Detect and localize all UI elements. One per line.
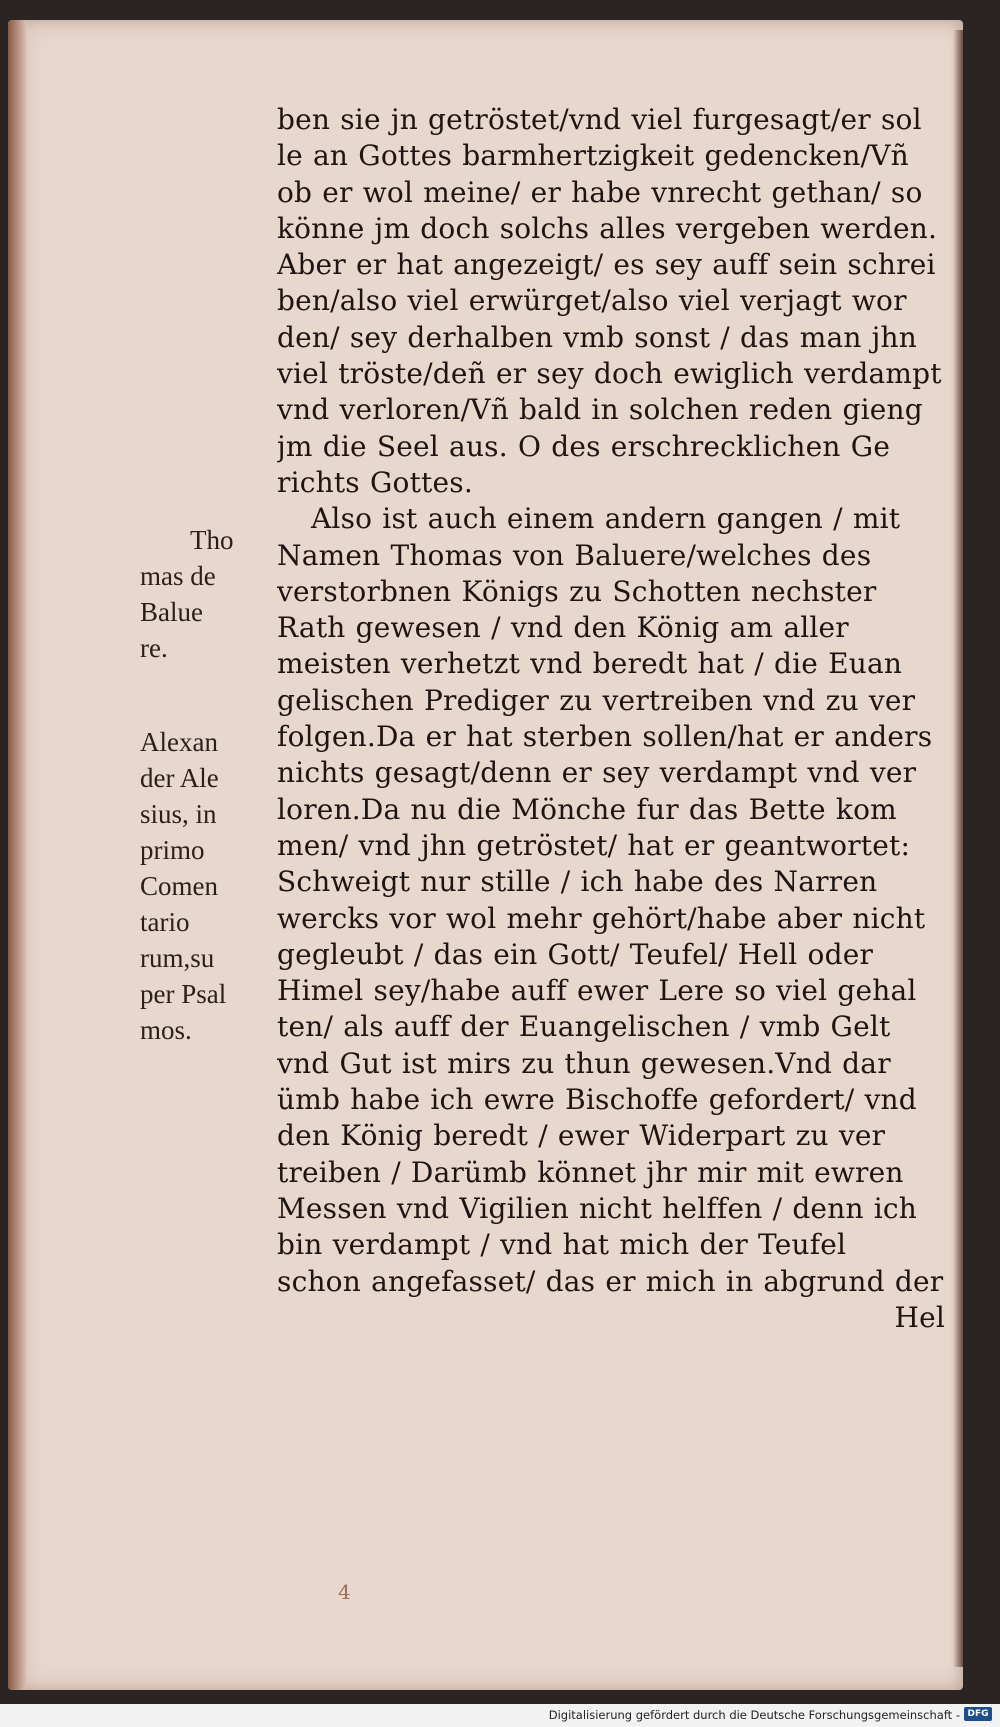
text-line: bin verdampt / vnd hat mich der Teufel: [277, 1228, 847, 1262]
text-line: richts Gottes.: [277, 465, 473, 499]
body-text: [277, 102, 977, 1336]
text-line: jm die Seel aus. O des erschrecklichen Ge: [277, 429, 891, 463]
text-line: könne jm doch solchs alles vergeben werden.: [277, 211, 938, 245]
text-line: treiben / Darümb könnet jhr mir mit ewren: [277, 1155, 904, 1189]
marginalia: [140, 522, 280, 1056]
margin-note-line: sius, in: [140, 799, 217, 829]
margin-note-thomas: [140, 522, 280, 666]
text-line: ob er wol meine/ er habe vnrecht gethan/ so: [277, 175, 923, 209]
margin-note-line: Alexan: [140, 727, 218, 757]
text-line: le an Gottes barmhertzigkeit gedencken/Vñ: [277, 139, 909, 173]
text-line: ümb habe ich ewre Bischoffe gefordert/ vnd: [277, 1083, 917, 1117]
margin-note-line: per Psal: [140, 979, 227, 1009]
margin-note-line: tario: [140, 907, 190, 937]
text-line: ben sie jn getröstet/vnd viel furgesagt/er sol: [277, 103, 922, 136]
margin-note-alexander: [140, 724, 280, 1048]
text-line: nichts gesagt/denn er sey verdampt vnd ver: [277, 756, 917, 790]
text-line: loren.Da nu die Mönche fur das Bette kom: [277, 792, 897, 826]
folio-mark: 4: [338, 1580, 351, 1604]
margin-note-line: rum,su: [140, 943, 215, 973]
margin-note-line: Comen: [140, 871, 218, 901]
text-line: Himel sey/habe auff ewer Lere so viel gehal: [277, 974, 917, 1008]
text-line: schon angefasset/ das er mich in abgrund der: [277, 1264, 944, 1298]
text-line: Schweigt nur stille / ich habe des Narren: [277, 865, 878, 899]
text-line: men/ vnd jhn getröstet/ hat er geantwortet:: [277, 828, 911, 862]
funding-credit: Digitalisierung gefördert durch die Deutsche Forschungsgemeinschaft -: [548, 1708, 960, 1722]
margin-note-line: mas de: [140, 561, 216, 591]
text-line: viel tröste/deñ er sey doch ewiglich verdampt: [277, 357, 942, 391]
paragraph-start-line: Also ist auch einem andern gangen / mit: [311, 502, 901, 536]
text-line: ten/ als auff der Euangelischen / vmb Gelt: [277, 1010, 891, 1044]
text-line: Rath gewesen / vnd den König am aller: [277, 611, 849, 645]
margin-note-line: der Ale: [140, 763, 219, 793]
text-line: folgen.Da er hat sterben sollen/hat er anders: [277, 720, 933, 754]
text-line: gelischen Prediger zu vertreiben vnd zu ver: [277, 683, 916, 717]
text-line: Messen vnd Vigilien nicht helffen / denn ich: [277, 1191, 918, 1225]
margin-note-line: primo: [140, 835, 205, 865]
text-line: meisten verhetzt vnd beredt hat / die Euan: [277, 647, 903, 681]
text-line: den König beredt / ewer Widerpart zu ver: [277, 1119, 886, 1153]
margin-note-line: mos.: [140, 1015, 192, 1045]
text-line: gegleubt / das ein Gott/ Teufel/ Hell oder: [277, 937, 874, 971]
page-gutter: [8, 20, 26, 1690]
text-line: vnd Gut ist mirs zu thun gewesen.Vnd dar: [277, 1046, 891, 1080]
text-line: wercks vor wol mehr gehört/habe aber nicht: [277, 901, 926, 935]
text-line: verstorbnen Königs zu Schotten nechster: [277, 574, 877, 608]
text-line: Aber er hat angezeigt/ es sey auff sein schrei: [277, 248, 936, 282]
catchword: Hel: [894, 1300, 945, 1334]
margin-note-line: Tho: [190, 525, 234, 555]
text-line: vnd verloren/Vñ bald in solchen reden gieng: [277, 393, 923, 427]
margin-note-line: re.: [140, 633, 168, 663]
margin-note-line: Balue: [140, 597, 203, 627]
text-line: ben/also viel erwürget/also viel verjagt wor: [277, 284, 907, 318]
text-line: Namen Thomas von Baluere/welches des: [277, 538, 872, 572]
text-line: den/ sey derhalben vmb sonst / das man jhn: [277, 320, 918, 354]
dfg-logo: DFG: [964, 1707, 992, 1721]
